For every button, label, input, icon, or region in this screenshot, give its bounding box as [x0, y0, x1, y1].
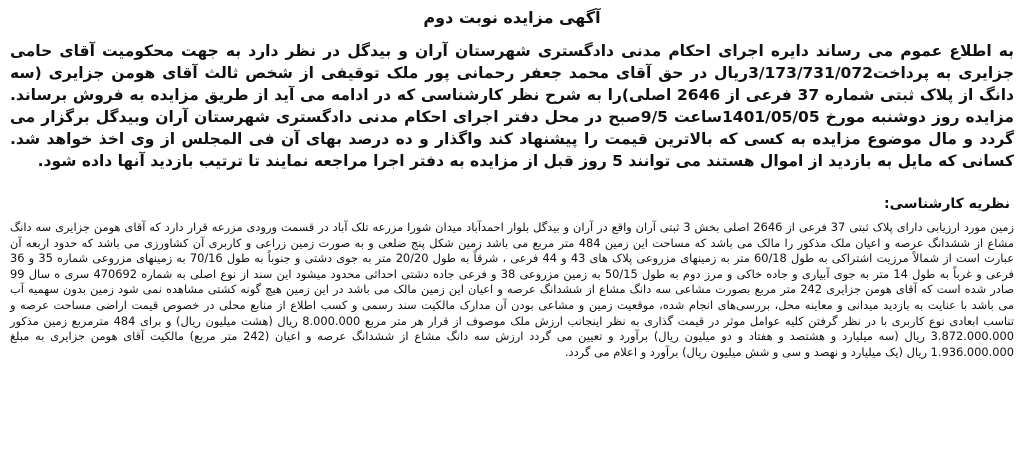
expert-opinion-heading: نظریه کارشناسی: [884, 196, 1010, 212]
expert-report-text: زمین مورد ارزیابی دارای پلاک ثبتی 37 فرعی از 2646 اصلی بخش 3 ثبتی آران واقع در آران و بیدگل بلوار احمدآباد میدان شورا مزرعه تلک آباد در قسمت ورودی مزرعه قرار دارد که آقای هومن جزایری سه دانگ مشاع از ششدانگ عرصه و اعیان ملک مذکور را مالک می باشد که مساحت این زمین 484 متر مربع می باشد زمین شکل پنج ضلعی و به صورت زمین زراعی و کاربری آن کشاورزی می باشد که حدود اربعه آن عبارت است از شمالاً مرزیت اشتراکی به طول 60/18 متر به زمینهای مزروعی پلاک های 43 و 44 فرعی ، شرقاً به طول 20/20 متر به جوی دشتی و جنوباً به طول 70/16 به زمینهای مزروعی شماره 35 و 36 فرعی و غرباً به طول 14 متر به جوی آبیاری و جاده خاکی و مرز دوم به طول 50/15 به زمین مزروعی 38 و فرعی جاده دشتی احداثی محدود میشود این سند از نوع اصلی به شماره 470692 سری ه سال 99 صادر شده است که آقای هومن جزایری 242 متر مربع بصورت مشاعی سه دانگ مشاع از ششدانگ عرصه و اعیان این زمین مالک می باشد در این زمین هیچ گونه کشتی مشاهده نمی شود زمین بدون سهمیه آب می باشد با عنایت به بازدید میدانی و معاینه محل، بررسی‌های انجام شده، موقعیت زمین و مشاعی بودن آن مدارک مالکیت سند رسمی و کسب اطلاع از منابع محلی در خصوص قیمت اراضی مساحت عرصه و تناسب ابعادی نوع کاربری با در نظر گرفتن کلیه عوامل موثر در قیمت گذاری به نظر اینجانب ارزش ملک موصوف از قرار هر متر مربع 8.000.000 ریال (هشت میلیون ریال) و برای 484 مترمربع زمین مذکور 3.872.000.000 ریال (سه میلیارد و هشتصد و هفتاد و دو میلیون ریال) برآورد و تعیین می گردد ارزش سه دانگ مشاع از ششدانگ عرصه و اعیان (242 متر مربع) مالکیت آقای هومن جزایری به مبلغ 1.936.000.000 ریال (یک میلیارد و نهصد و سی و شش میلیون ریال) برآورد و اعلام می گردد. [10, 220, 1015, 359]
notice-body: به اطلاع عموم می رساند دایره اجرای احکام مدنی دادگستری شهرستان آران و بیدگل در نظر دارد به جهت محکومیت آقای حامی جزایری به پرداخت3/173/731/072ریال در حق آقای محمد جعفر رحمانی پور ملک توقیفی از شخص ثالث آقای هومن جزایری (سه دانگ از پلاک ثبتی شماره 37 فرعی از 2646 اصلی)را به شرح نظر کارشناسی که در ادامه می آید از طریق مزایده به فروش برساند. مزایده روز دوشنبه مورخ 1401/05/05ساعت 9/5صبح در محل دفتر اجرای احکام مدنی دادگستری شهرستان آران وبیدگل برگزار می گردد و مال موضوع مزایده به کسی که بالاترین قیمت را پیشنهاد کند واگذار و ده درصد بهای آن فی المجلس از وی اخذ خواهد شد. کسانی که مایل به بازدید از اموال هستند می توانند 5 روز قبل از مزایده به دفتر اجرا مراجعه نمایند تا ترتیب بازدید آنها داده شود. [10, 42, 1014, 170]
notice-title: آگهی مزایده نوبت دوم [423, 8, 601, 27]
